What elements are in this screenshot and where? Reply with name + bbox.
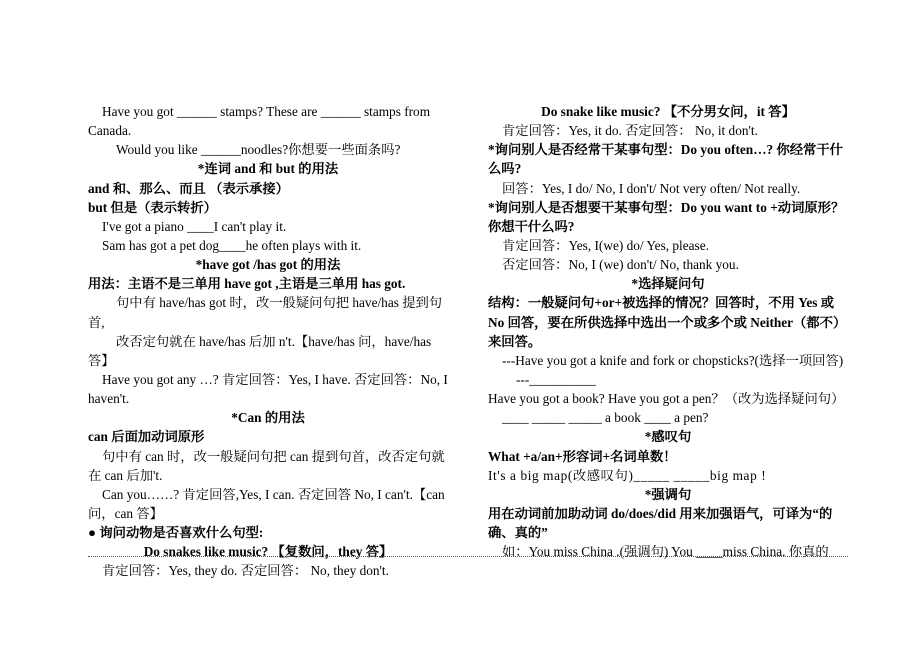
paragraph: 否定回答：No, I (we) don't/ No, thank you.: [502, 257, 739, 273]
paragraph: ---__________: [516, 371, 596, 387]
paragraph: *询问别人是否经常干某事句型：Do you often…? 你经常干什么吗?: [488, 142, 843, 177]
paragraph: 句中有 have/has got 时，改一般疑问句把 have/has 提到句首,: [88, 295, 443, 330]
section-heading: *连词 and 和 but 的用法: [197, 161, 339, 177]
section-heading: *Can 的用法: [231, 410, 305, 426]
section-heading: *感叹句: [644, 429, 692, 445]
section-heading: *have got /has got 的用法: [195, 257, 341, 273]
paragraph: *询问别人是否想要干某事句型：Do you want to +动词原形？你想干什么吗?: [488, 199, 845, 234]
paragraph: 肯定回答：Yes, I(we) do/ Yes, please.: [502, 237, 709, 253]
paragraph: What +a/an+形容词+名词单数！: [488, 448, 677, 464]
paragraph: 回答：Yes, I do/ No, I don't/ Not very often/ Not really.: [502, 180, 801, 196]
section-heading: *强调句: [644, 486, 692, 502]
paragraph: Have you got ______ stamps? These are ______ stamps from Canada.: [88, 104, 431, 139]
paragraph: Sam has got a pet dog____he often plays with it.: [102, 237, 362, 253]
page-divider: [88, 556, 848, 557]
paragraph: 用在动词前加助动词 do/does/did 用来加强语气，可译为“的确、真的”: [488, 505, 833, 541]
paragraph: 用法：主语不是三单用 have got ,主语是三单用 has got.: [88, 276, 406, 292]
left-column: [88, 102, 448, 581]
paragraph: I've got a piano ____I can't play it.: [102, 218, 287, 234]
paragraph: and 和、那么、而且 （表示承接）: [88, 180, 289, 196]
paragraph: 结构：一般疑问句+or+被选择的情况？回答时，不用 Yes 或 No 回答，要在所供选择中选出一个或多个或 Neither（都不）来回答。: [488, 295, 847, 349]
two-column-body: [88, 102, 848, 581]
section-heading: Do snake like music? 【不分男女问，it 答】: [541, 104, 795, 119]
paragraph: ____ _____ _____ a book ____ a pen?: [502, 410, 709, 426]
right-column: [488, 102, 848, 581]
paragraph: but 但是（表示转折）: [88, 199, 217, 215]
paragraph: 肯定回答：Yes, they do. 否定回答： No, they don't.: [102, 563, 389, 579]
paragraph: ● 询问动物是否喜欢什么句型:: [88, 525, 264, 541]
paragraph: Can you……? 肯定回答,Yes, I can. 否定回答 No, I can't.【can 问，can 答】: [88, 486, 445, 521]
paragraph: can 后面加动词原形: [88, 429, 205, 445]
paragraph: Have you got a book? Have you got a pen？（改为选择疑问句）: [488, 391, 845, 407]
paragraph: 句中有 can 时，改一般疑问句把 can 提到句首，改否定句就在 can 后加't.: [88, 448, 445, 483]
paragraph: Would you like ______noodles?你想要一些面条吗?: [116, 142, 401, 158]
paragraph: 如：You miss China .(强调句) You ____miss China. 你真的: [502, 544, 829, 560]
paragraph: ---Have you got a knife and fork or chopsticks?(选择一项回答): [502, 352, 844, 368]
paragraph: 改否定句就在 have/has 后加 n't.【have/has 问，have/has 答】: [88, 333, 432, 368]
section-heading: Do snakes like music? 【复数问，they 答】: [143, 544, 393, 560]
section-heading: *选择疑问句: [631, 276, 705, 292]
paragraph: It's a big map(改感叹句)_____ _____big map !: [488, 467, 767, 483]
paragraph: 肯定回答：Yes, it do. 否定回答： No, it don't.: [502, 123, 758, 139]
paragraph: Have you got any …? 肯定回答：Yes, I have. 否定回答：No, I haven't.: [88, 371, 448, 407]
